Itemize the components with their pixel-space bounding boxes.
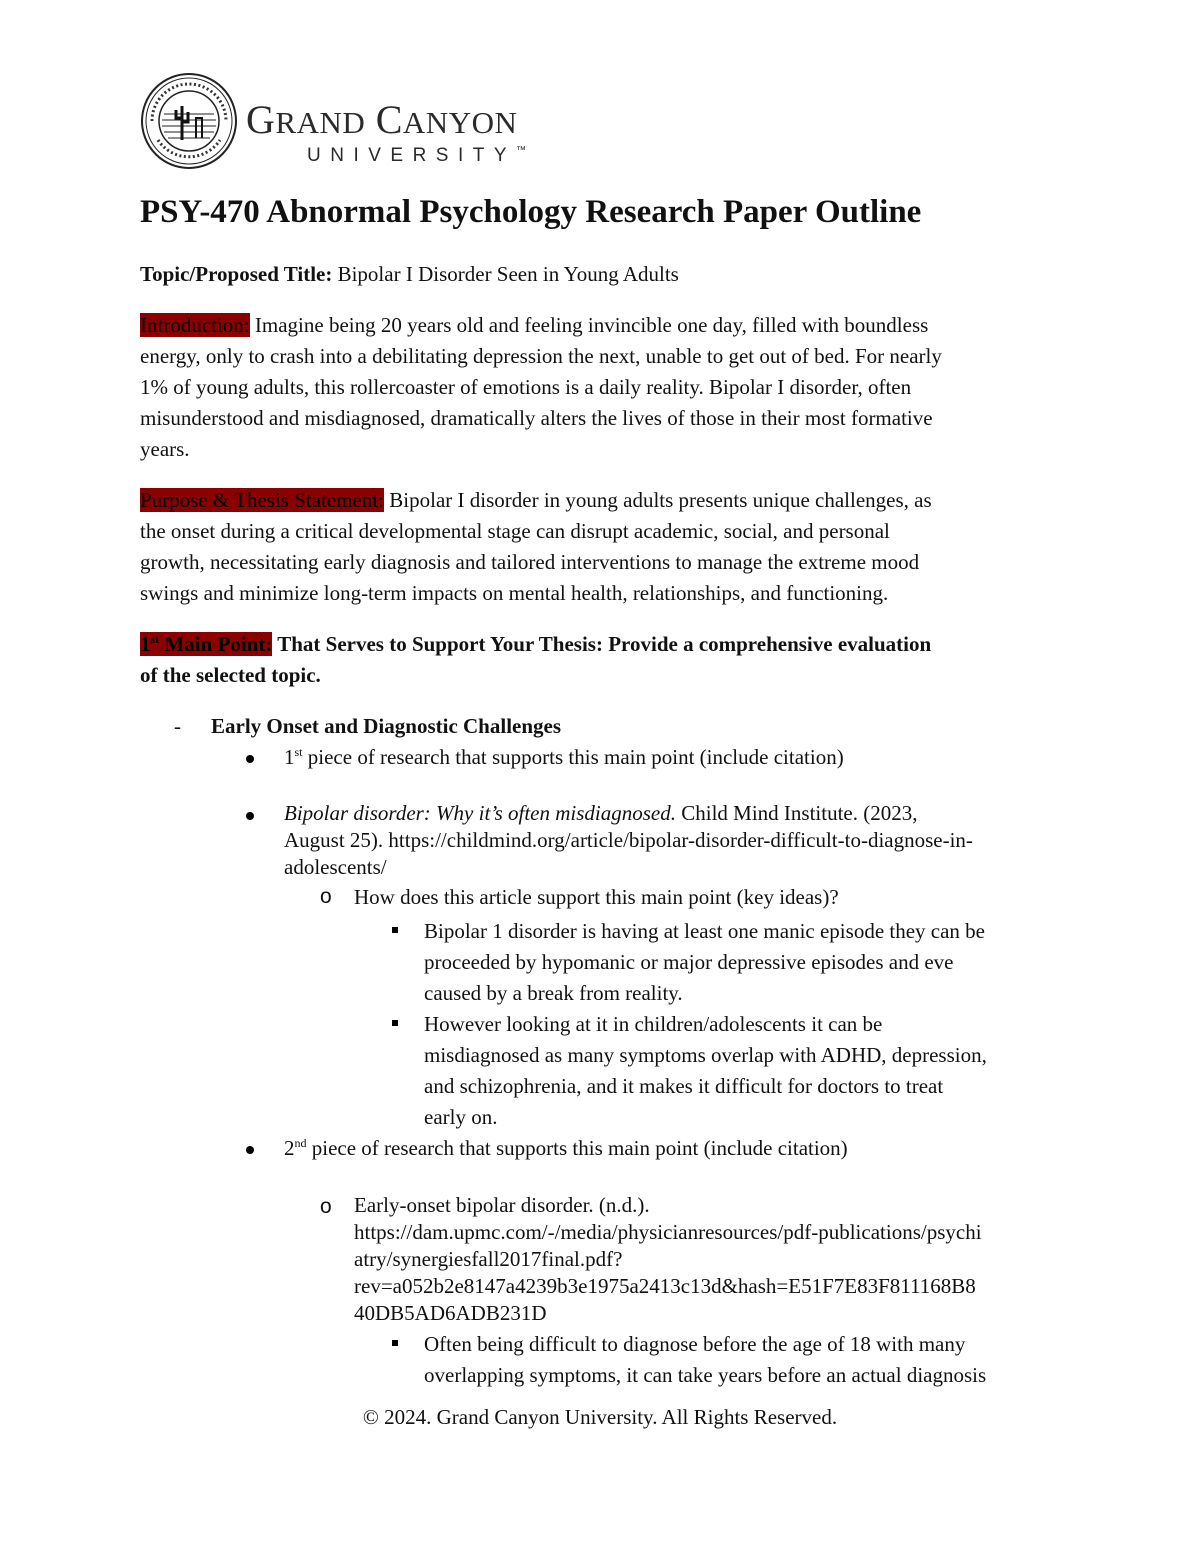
key-point-text: Often being difficult to diagnose before the age of 18 with many xyxy=(424,1332,966,1356)
introduction-text: energy, only to crash into a debilitating depression the next, unable to get out of bed. For nearly xyxy=(140,344,942,368)
thesis-label: Purpose & Thesis Statement: xyxy=(140,488,385,512)
brand-name: GRAND CANYON xyxy=(246,97,518,142)
citation-1-text: Child Mind Institute. (2023, xyxy=(676,801,918,825)
introduction-text: Imagine being 20 years old and feeling invincible one day, filled with boundless xyxy=(249,313,929,337)
bullet-icon xyxy=(246,1146,254,1154)
key-point-text: overlapping symptoms, it can take years before an actual diagnosis xyxy=(424,1363,987,1387)
key-point-text: early on. xyxy=(424,1105,498,1129)
thesis-text: growth, necessitating early diagnosis and tailored interventions to manage the extreme mood xyxy=(140,550,920,574)
outline-heading: Early Onset and Diagnostic Challenges xyxy=(211,714,562,738)
main-point-text: That Serves to Support Your Thesis: Provide a comprehensive evaluation xyxy=(272,632,932,656)
citation-1-text: August 25). https://childmind.org/article/bipolar-disorder-difficult-to-diagnose-in- xyxy=(284,828,973,852)
citation-2-text: rev=a052b2e8147a4239b3e1975a2413c13d&hash=E51F7E83F811168B8 xyxy=(354,1274,976,1298)
citation-1-text: adolescents/ xyxy=(284,855,387,879)
citation-1-title: Bipolar disorder: Why it’s often misdiagnosed. xyxy=(284,801,676,825)
citation-2-text: Early-onset bipolar disorder. (n.d.). xyxy=(354,1193,650,1217)
topic-value: Bipolar I Disorder Seen in Young Adults xyxy=(332,262,679,286)
university-seal-icon xyxy=(140,72,238,170)
topic-line xyxy=(140,259,679,290)
square-bullet-icon xyxy=(392,927,398,933)
introduction-text: years. xyxy=(140,437,190,461)
key-point-text: However looking at it in children/adolescents it can be xyxy=(424,1012,883,1036)
square-bullet-icon xyxy=(392,1020,398,1026)
page-title: PSY-470 Abnormal Psychology Research Paper Outline xyxy=(140,194,922,230)
introduction-text: 1% of young adults, this rollercoaster of emotions is a daily reality. Bipolar I disorder, often xyxy=(140,375,912,399)
sub-bullet-marker: o xyxy=(320,1195,332,1218)
key-point-text: proceeded by hypomanic or major depressive episodes and eve xyxy=(424,950,954,974)
citation-2-text: 40DB5AD6ADB231D xyxy=(354,1301,547,1325)
research-2-line: 2nd piece of research that supports this main point (include citation) xyxy=(284,1136,848,1160)
main-point-text: of the selected topic. xyxy=(140,663,321,687)
bullet-icon xyxy=(246,755,254,763)
thesis-text: Bipolar I disorder in young adults presents unique challenges, as xyxy=(384,488,932,512)
main-point-label: 1st Main Point: xyxy=(140,632,273,656)
support-question: How does this article support this main point (key ideas)? xyxy=(354,885,839,909)
key-point-text: and schizophrenia, and it makes it difficult for doctors to treat xyxy=(424,1074,944,1098)
brand-university: UNIVERSITY™ xyxy=(307,145,527,166)
citation-2-text: https://dam.upmc.com/-/media/physicianresources/pdf-publications/psychi xyxy=(354,1220,982,1244)
research-1-line: 1st piece of research that supports this main point (include citation) xyxy=(284,745,844,769)
square-bullet-icon xyxy=(392,1340,398,1346)
bullet-icon xyxy=(246,812,254,820)
thesis-text: the onset during a critical developmental stage can disrupt academic, social, and personal xyxy=(140,519,890,543)
key-point-text: Bipolar 1 disorder is having at least one manic episode they can be xyxy=(424,919,986,943)
sub-bullet-marker: o xyxy=(320,885,332,908)
dash-marker: - xyxy=(174,714,181,738)
citation-2-text: atry/synergiesfall2017final.pdf? xyxy=(354,1247,623,1271)
key-point-text: caused by a break from reality. xyxy=(424,981,683,1005)
introduction-text: misunderstood and misdiagnosed, dramatically alters the lives of those in their most formative xyxy=(140,406,933,430)
key-point-text: misdiagnosed as many symptoms overlap with ADHD, depression, xyxy=(424,1043,987,1067)
introduction-label: Introduction: xyxy=(140,313,250,337)
copyright-footer: © 2024. Grand Canyon University. All Rights Reserved. xyxy=(362,1405,838,1429)
topic-label: Topic/Proposed Title: xyxy=(140,262,333,286)
thesis-text: swings and minimize long-term impacts on mental health, relationships, and functioning. xyxy=(140,581,889,605)
